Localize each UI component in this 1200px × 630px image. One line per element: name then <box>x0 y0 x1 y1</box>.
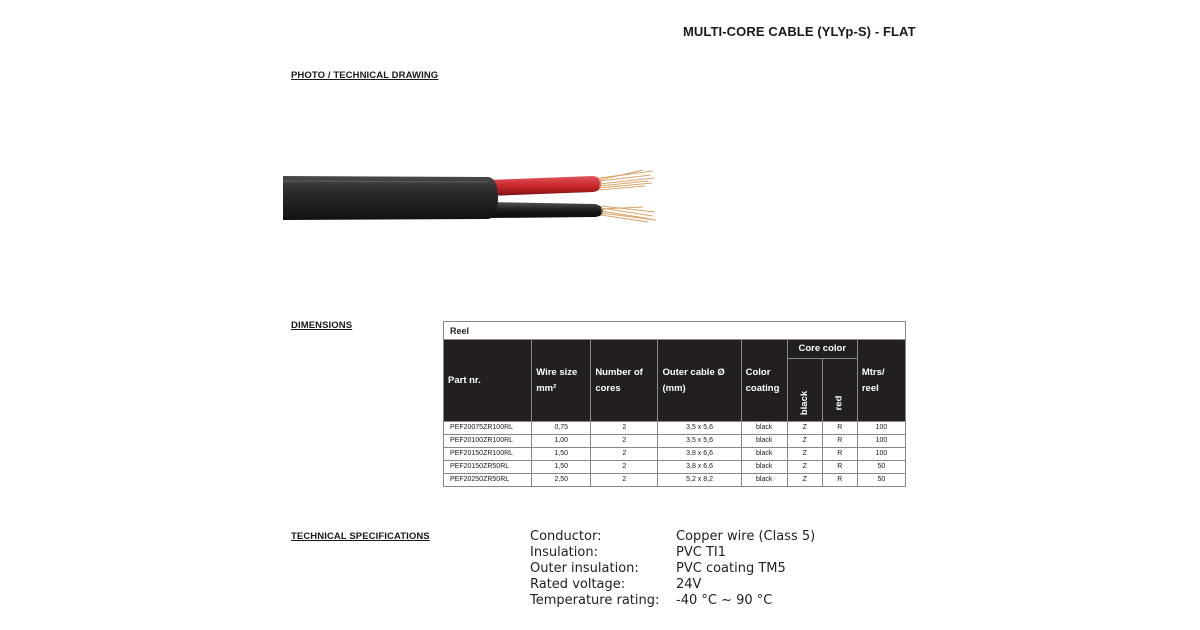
table-cell: PEF20150ZR100RL <box>444 448 532 461</box>
table-row <box>444 435 906 448</box>
spec-value: Copper wire (Class 5) <box>676 529 816 544</box>
table-cell: 3,5 x 5,6 <box>658 435 741 448</box>
table-group-label: Reel <box>444 322 906 340</box>
copper-strands-bottom <box>601 206 656 222</box>
table-cell: 1,50 <box>532 461 591 474</box>
table-cell: R <box>822 435 857 448</box>
table-cell: 2 <box>591 422 658 435</box>
spec-value: 24V <box>676 577 702 592</box>
table-cell: R <box>822 461 857 474</box>
spec-label: Rated voltage: <box>530 577 626 592</box>
section-heading-dimensions: DIMENSIONS <box>291 320 353 331</box>
black-core <box>488 202 603 218</box>
table-cell: Z <box>787 461 822 474</box>
table-cell: R <box>822 474 857 487</box>
table-cell: 50 <box>857 461 905 474</box>
header-wire-size: Wire size mm² <box>532 340 591 422</box>
table-cell: 50 <box>857 474 905 487</box>
spec-label: Outer insulation: <box>530 561 639 576</box>
table-cell: black <box>741 422 787 435</box>
table-cell: 1,00 <box>532 435 591 448</box>
spec-values <box>676 529 815 609</box>
header-core-black: black <box>798 390 810 416</box>
table-cell: 1,50 <box>532 448 591 461</box>
table-cell: PEF20100ZR100RL <box>444 435 532 448</box>
page-title: MULTI-CORE CABLE (YLYp-S) - FLAT <box>683 24 916 39</box>
header-mtrs-reel: Mtrs/ reel <box>857 340 905 422</box>
table-row <box>444 474 906 487</box>
table-row <box>444 461 906 474</box>
spec-value: -40 °C ~ 90 °C <box>676 593 773 608</box>
table-cell: black <box>741 461 787 474</box>
table-cell: black <box>741 474 787 487</box>
table-cell: PEF20250ZR50RL <box>444 474 532 487</box>
table-cell: 100 <box>857 422 905 435</box>
table-cell: 5,2 x 8,2 <box>658 474 741 487</box>
table-row <box>444 422 906 435</box>
header-outer-diameter: Outer cable Ø (mm) <box>658 340 741 422</box>
table-cell: Z <box>787 474 822 487</box>
table-cell: 0,75 <box>532 422 591 435</box>
table-cell: R <box>822 422 857 435</box>
table-cell: 2 <box>591 448 658 461</box>
spec-label: Temperature rating: <box>530 593 660 608</box>
table-cell: PEF20150ZR50RL <box>444 461 532 474</box>
table-cell: 2 <box>591 435 658 448</box>
header-core-color: Core color <box>787 340 857 359</box>
dimensions-table <box>443 321 906 487</box>
spec-value: PVC TI1 <box>676 545 726 560</box>
table-cell: black <box>741 448 787 461</box>
header-core-red: red <box>833 395 845 411</box>
table-cell: 2,50 <box>532 474 591 487</box>
outer-jacket <box>283 176 498 220</box>
spec-value: PVC coating TM5 <box>676 561 786 576</box>
table-cell: 100 <box>857 435 905 448</box>
table-cell: PEF20075ZR100RL <box>444 422 532 435</box>
section-heading-photo: PHOTO / TECHNICAL DRAWING <box>291 70 439 81</box>
header-color-coating: Color coating <box>741 340 787 422</box>
cable-photo <box>283 150 663 240</box>
table-cell: 3,8 x 6,6 <box>658 461 741 474</box>
table-cell: black <box>741 435 787 448</box>
table-cell: Z <box>787 448 822 461</box>
table-row <box>444 448 906 461</box>
table-cell: 100 <box>857 448 905 461</box>
spec-label: Conductor: <box>530 529 602 544</box>
table-cell: R <box>822 448 857 461</box>
table-cell: 3,5 x 5,6 <box>658 422 741 435</box>
spec-labels <box>530 529 659 609</box>
table-cell: Z <box>787 435 822 448</box>
red-core <box>488 176 601 196</box>
table-cell: Z <box>787 422 822 435</box>
header-part-nr: Part nr. <box>444 340 532 422</box>
header-number-of-cores: Number of cores <box>591 340 658 422</box>
section-heading-technical: TECHNICAL SPECIFICATIONS <box>291 531 430 542</box>
copper-strands-top <box>599 170 654 190</box>
table-cell: 2 <box>591 474 658 487</box>
table-cell: 3,8 x 6,6 <box>658 448 741 461</box>
spec-label: Insulation: <box>530 545 598 560</box>
table-cell: 2 <box>591 461 658 474</box>
